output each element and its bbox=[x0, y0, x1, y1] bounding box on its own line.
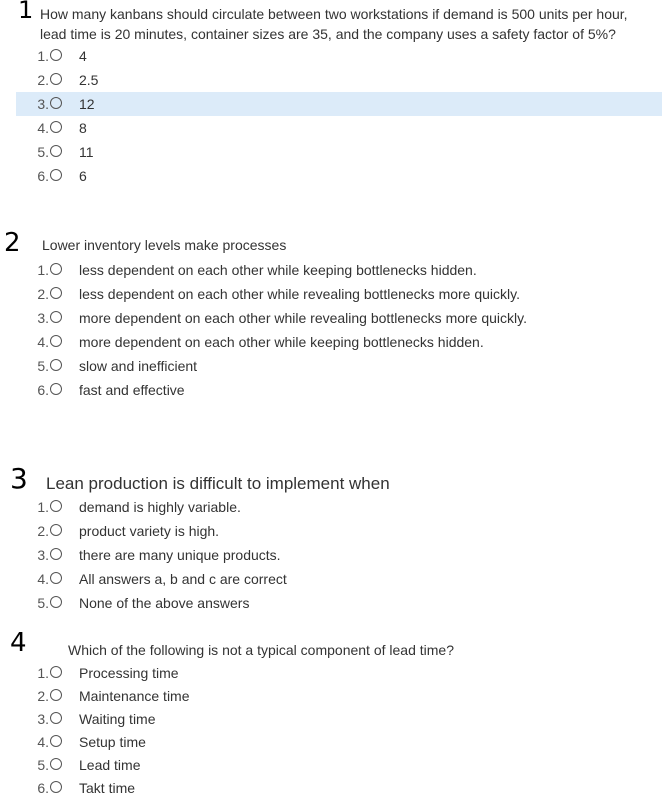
option-number: 2. bbox=[37, 688, 49, 704]
option-label: demand is highly variable. bbox=[79, 499, 241, 515]
radio-button[interactable] bbox=[50, 311, 62, 323]
question-4-option-2[interactable] bbox=[16, 684, 662, 708]
handwritten-number-4: 4 bbox=[10, 628, 27, 658]
option-label: 4 bbox=[79, 48, 87, 64]
question-1-option-6[interactable] bbox=[16, 164, 662, 188]
question-4-text: Which of the following is not a typical component of lead time? bbox=[68, 642, 454, 658]
question-1-option-1[interactable] bbox=[16, 44, 662, 68]
option-label: more dependent on each other while revealing bottlenecks more quickly. bbox=[79, 310, 527, 326]
option-label: None of the above answers bbox=[79, 595, 250, 611]
option-label: slow and inefficient bbox=[79, 358, 198, 374]
option-number: 4. bbox=[37, 334, 49, 350]
option-label: Lead time bbox=[79, 757, 141, 773]
option-number: 4. bbox=[37, 571, 49, 587]
radio-button[interactable] bbox=[50, 263, 62, 275]
option-number: 3. bbox=[37, 96, 49, 112]
option-number: 4. bbox=[37, 120, 49, 136]
question-2-option-6[interactable] bbox=[16, 378, 662, 402]
option-label: 12 bbox=[79, 96, 95, 112]
question-4-option-4[interactable] bbox=[16, 730, 662, 754]
radio-button[interactable] bbox=[50, 735, 62, 747]
radio-button[interactable] bbox=[50, 548, 62, 560]
option-number: 1. bbox=[37, 665, 49, 681]
radio-button[interactable] bbox=[50, 524, 62, 536]
question-4-option-5[interactable] bbox=[16, 753, 662, 777]
radio-button[interactable] bbox=[50, 121, 62, 133]
radio-button[interactable] bbox=[50, 781, 62, 793]
question-1-text-line-1: How many kanbans should circulate between two workstations if demand is 500 units per hour, bbox=[40, 6, 628, 22]
radio-button[interactable] bbox=[50, 666, 62, 678]
option-number: 5. bbox=[37, 358, 49, 374]
option-label: Takt time bbox=[79, 780, 136, 796]
question-1-option-3[interactable] bbox=[16, 92, 662, 116]
option-number: 1. bbox=[37, 48, 49, 64]
radio-button[interactable] bbox=[50, 145, 62, 157]
radio-button[interactable] bbox=[50, 712, 62, 724]
option-label: less dependent on each other while revealing bottlenecks more quickly. bbox=[79, 286, 520, 302]
option-number: 3. bbox=[37, 711, 49, 727]
question-1-option-5[interactable] bbox=[16, 140, 662, 164]
radio-button[interactable] bbox=[50, 758, 62, 770]
option-label: All answers a, b and c are correct bbox=[79, 571, 287, 587]
question-2-text: Lower inventory levels make processes bbox=[42, 237, 287, 253]
question-4-option-6[interactable] bbox=[16, 776, 662, 800]
radio-button[interactable] bbox=[50, 596, 62, 608]
question-2-option-1[interactable] bbox=[16, 258, 662, 282]
option-number: 5. bbox=[37, 144, 49, 160]
option-label: less dependent on each other while keeping bottlenecks hidden. bbox=[79, 262, 477, 278]
option-label: Maintenance time bbox=[79, 688, 190, 704]
option-number: 6. bbox=[37, 382, 49, 398]
radio-button[interactable] bbox=[50, 689, 62, 701]
option-number: 6. bbox=[37, 168, 49, 184]
question-3-text: Lean production is difficult to implement when bbox=[46, 474, 390, 493]
option-number: 3. bbox=[37, 547, 49, 563]
radio-button[interactable] bbox=[50, 97, 62, 109]
option-number: 5. bbox=[37, 757, 49, 773]
question-2-option-5[interactable] bbox=[16, 354, 662, 378]
option-number: 4. bbox=[37, 734, 49, 750]
radio-button[interactable] bbox=[50, 49, 62, 61]
option-label: there are many unique products. bbox=[79, 547, 281, 563]
handwritten-number-3: 3 bbox=[10, 462, 28, 495]
option-label: Setup time bbox=[79, 734, 146, 750]
question-1-text-line-2: lead time is 20 minutes, container sizes are 35, and the company uses a safety factor of 5%? bbox=[40, 26, 616, 42]
question-3-option-2[interactable] bbox=[16, 519, 662, 543]
option-label: 11 bbox=[79, 144, 94, 160]
question-3-option-1[interactable] bbox=[16, 495, 662, 519]
question-3-option-5[interactable] bbox=[16, 591, 662, 615]
radio-button[interactable] bbox=[50, 335, 62, 347]
option-label: more dependent on each other while keeping bottlenecks hidden. bbox=[79, 334, 484, 350]
radio-button[interactable] bbox=[50, 572, 62, 584]
option-label: Waiting time bbox=[79, 711, 156, 727]
option-label: product variety is high. bbox=[79, 523, 220, 539]
radio-button[interactable] bbox=[50, 359, 62, 371]
option-label: fast and effective bbox=[79, 382, 185, 398]
radio-button[interactable] bbox=[50, 287, 62, 299]
radio-button[interactable] bbox=[50, 383, 62, 395]
option-label: 8 bbox=[79, 120, 87, 136]
question-2-option-2[interactable] bbox=[16, 282, 662, 306]
option-number: 2. bbox=[37, 523, 49, 539]
question-4-option-3[interactable] bbox=[16, 707, 662, 731]
question-2-option-4[interactable] bbox=[16, 330, 662, 354]
option-number: 5. bbox=[37, 595, 49, 611]
question-3-option-3[interactable] bbox=[16, 543, 662, 567]
option-number: 2. bbox=[37, 72, 49, 88]
option-number: 6. bbox=[37, 780, 49, 796]
radio-button[interactable] bbox=[50, 169, 62, 181]
option-number: 1. bbox=[37, 262, 49, 278]
option-number: 3. bbox=[37, 310, 49, 326]
question-4-option-1[interactable] bbox=[16, 661, 662, 685]
question-1-option-4[interactable] bbox=[16, 116, 662, 140]
option-label: 2.5 bbox=[79, 72, 99, 88]
option-label: 6 bbox=[79, 168, 87, 184]
handwritten-number-2: 2 bbox=[4, 228, 21, 258]
question-1-option-2[interactable] bbox=[16, 68, 662, 92]
option-label: Processing time bbox=[79, 665, 179, 681]
radio-button[interactable] bbox=[50, 500, 62, 512]
option-number: 1. bbox=[37, 499, 49, 515]
question-2-option-3[interactable] bbox=[16, 306, 662, 330]
radio-button[interactable] bbox=[50, 73, 62, 85]
handwritten-number-1: 1 bbox=[18, 0, 34, 24]
question-3-option-4[interactable] bbox=[16, 567, 662, 591]
option-number: 2. bbox=[37, 286, 49, 302]
